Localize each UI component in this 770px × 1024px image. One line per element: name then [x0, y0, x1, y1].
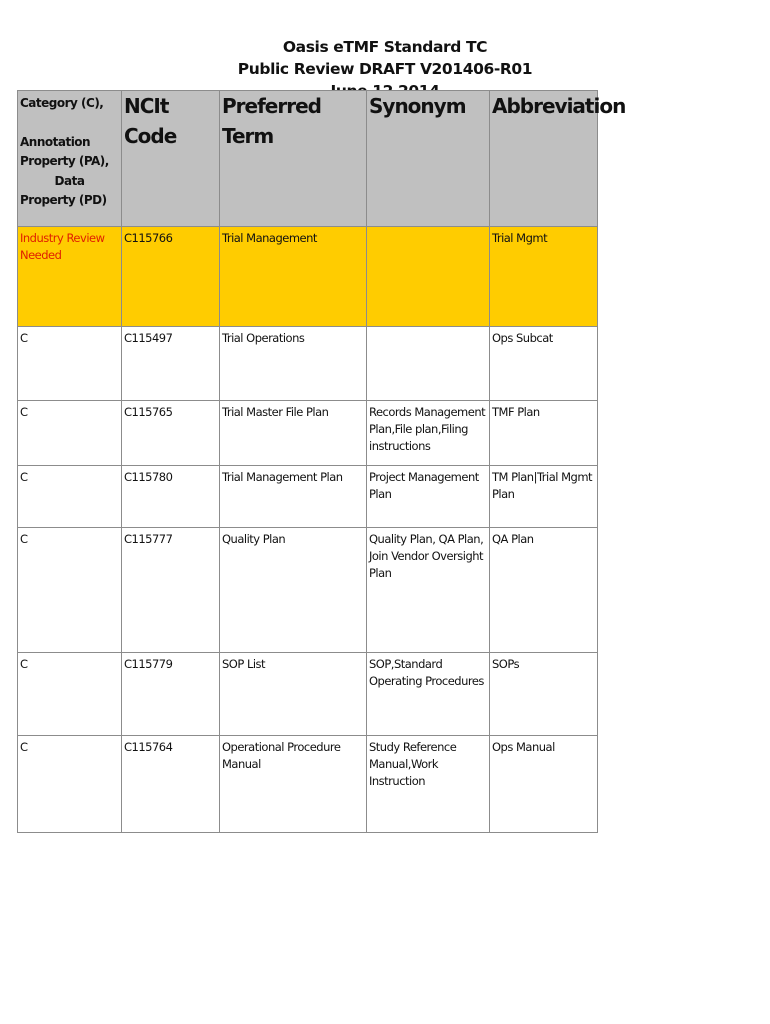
cell-preferred-term: SOP List	[220, 653, 367, 736]
table-row	[18, 653, 598, 736]
title-line-1: Oasis eTMF Standard TC	[282, 38, 488, 56]
header-abbreviation: Abbreviation	[490, 91, 598, 227]
cell-ncit-code: C115497	[122, 327, 220, 401]
cell-preferred-term: Trial Master File Plan	[220, 401, 367, 466]
cell-category: C	[18, 653, 122, 736]
table-header-row	[18, 91, 598, 227]
cell-category: C	[18, 736, 122, 833]
cell-synonym: SOP,Standard Operating Procedures	[367, 653, 490, 736]
cell-ncit-code: C115765	[122, 401, 220, 466]
cell-preferred-term: Operational Procedure Manual	[220, 736, 367, 833]
cell-abbreviation: TMF Plan	[490, 401, 598, 466]
table-row	[18, 528, 598, 653]
header-category	[18, 91, 122, 227]
terminology-table	[17, 90, 626, 833]
cell-abbreviation: Ops Manual	[490, 736, 598, 833]
header-category-line-2: Annotation	[20, 134, 91, 149]
table-row	[18, 327, 598, 401]
cell-synonym: Quality Plan, QA Plan, Join Vendor Oversight Plan	[367, 528, 490, 653]
cell-category: C	[18, 401, 122, 466]
cell-synonym: Study Reference Manual,Work Instruction	[367, 736, 490, 833]
cell-abbreviation: Ops Subcat	[490, 327, 598, 401]
header-preferred-term: Preferred Term	[220, 91, 367, 227]
cell-preferred-term: Trial Operations	[220, 327, 367, 401]
cell-preferred-term: Trial Management Plan	[220, 466, 367, 528]
cell-category: C	[18, 466, 122, 528]
header-category-line-4: Data	[54, 173, 85, 188]
table-row	[18, 227, 598, 327]
cell-ncit-code: C115766	[122, 227, 220, 327]
cell-category: C	[18, 528, 122, 653]
cell-ncit-code: C115780	[122, 466, 220, 528]
cell-preferred-term: Quality Plan	[220, 528, 367, 653]
cell-synonym	[367, 227, 490, 327]
cell-category: C	[18, 327, 122, 401]
cell-synonym: Project Management Plan	[367, 466, 490, 528]
header-category-line-1: Category (C),	[20, 96, 104, 110]
cell-abbreviation: QA Plan	[490, 528, 598, 653]
header-category-line-3: Property (PA),	[20, 154, 109, 168]
cell-abbreviation: SOPs	[490, 653, 598, 736]
cell-abbreviation: Trial Mgmt	[490, 227, 598, 327]
cell-synonym	[367, 327, 490, 401]
table-row	[18, 466, 598, 528]
cell-ncit-code: C115764	[122, 736, 220, 833]
table-row	[18, 401, 598, 466]
cell-category: Industry Review Needed	[18, 227, 122, 327]
header-synonym: Synonym	[367, 91, 490, 227]
cell-preferred-term: Trial Management	[220, 227, 367, 327]
header-ncit-code: NCIt Code	[122, 91, 220, 227]
document-title	[0, 36, 770, 92]
title-line-2: Public Review DRAFT V201406-R01	[237, 60, 533, 78]
cell-synonym: Records Management Plan,File plan,Filing instructions	[367, 401, 490, 466]
cell-ncit-code: C115777	[122, 528, 220, 653]
table-row	[18, 736, 598, 833]
cell-ncit-code: C115779	[122, 653, 220, 736]
header-category-line-5: Property (PD)	[20, 193, 107, 207]
cell-abbreviation: TM Plan|Trial Mgmt Plan	[490, 466, 598, 528]
